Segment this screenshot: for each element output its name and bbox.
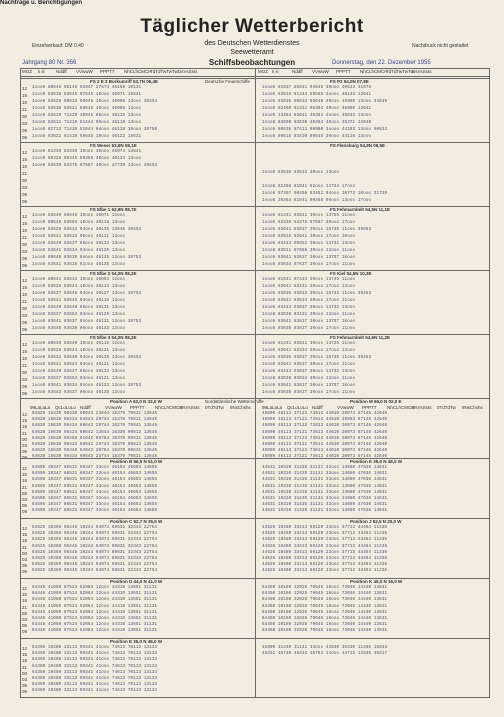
bottom-column-header-right: 0TdTdTw (437, 405, 456, 410)
bottom-column-header-right: QcLoLoLo (287, 405, 308, 410)
hour-label: 12 (22, 86, 28, 91)
hour-label: 03 (22, 557, 28, 562)
obs-row-right: 1ooo6 33464 83641 40364 4oooo 46033 13ooo (262, 114, 372, 118)
bottom-column-header-right: 8NsChshs (462, 405, 483, 410)
hour-label: 18 (22, 478, 28, 484)
hour-label: 06 (22, 503, 28, 509)
obs-row-right: 44526 10460 33413 66120 23ooo 37713 44464 11336 (262, 538, 388, 543)
section-station-left: FS 2 E 3 Borkumriff 53,7N 06,4E (90, 79, 159, 84)
obs-row-left: 64446 41060 87524 52064 12ooo 44310 13651 31131 (32, 623, 158, 628)
obs-row-right: 1ooo6 83636 83633 30ooo 15733 11ooo 39453 (262, 292, 372, 296)
obs-row-left: 64505 10347 86531 60347 33ooo 46154 46653 14655 (32, 478, 158, 483)
hour-label: 00 (22, 490, 28, 496)
obs-row-right: 64450 10160 32026 70645 16ooo 73046 14440 13631 (262, 629, 388, 634)
section-station-left: FS Elbe 1 53,9N 08,7E (90, 207, 137, 212)
obs-row-right: 45009 46113 37121 73613 44610 20073 67145 42640 (262, 443, 388, 447)
hour-label: 18 (22, 292, 28, 297)
section-position-left: Position D 44,0 N 41,0 W (110, 579, 163, 584)
obs-row-left: 1ooo6 80646 83639 04ooo 46135 13ooo 39753 (32, 256, 142, 260)
obs-row-left: 1ooo6 83643 83637 06ooo 46135 13ooo (32, 391, 126, 395)
hour-label: 09 (22, 629, 28, 635)
section-position-right: Nachträge u. Berichtigungen (0, 0, 83, 6)
obs-row-left: 64505 10347 86531 60347 33ooo 46154 46653 14655 (32, 503, 158, 508)
obs-row-left: 1ooo6 82713 71436 51044 04ooo 46118 10ooo 39750 (32, 128, 158, 132)
obs-row-right: 45009 46113 37123 73613 44610 20073 67145 42640 (262, 424, 388, 429)
obs-row-left: 64620 15630 96434 60643 23744 15370 70611 13645 (32, 455, 158, 460)
hour-label: 18 (22, 424, 28, 430)
obs-row-left: 64525 10369 96445 10244 64074 69631 32343 22754 (32, 532, 158, 537)
hour-label: 12 (22, 646, 28, 651)
obs-row-left: 64525 10369 96445 10244 64074 69631 32343 22754 (32, 550, 158, 555)
obs-row-left: 64446 41060 87524 52064 12ooo 44310 13651 31131 (32, 586, 158, 590)
report-section-title: Schiffsbeobachtungen (208, 58, 296, 67)
section-position-left: Position C 52,7 N 35,5 W (110, 519, 163, 524)
hour-label: 06 (22, 563, 28, 569)
obs-row-left: 64620 15630 96424 60642 13644 16330 90613 13645 (32, 430, 158, 435)
obs-row-right: 1ooo6 83635 83637 30ooo 17ooo 11ooo (262, 327, 356, 331)
hour-label: 21 (22, 235, 28, 240)
obs-row-right: 45009 46113 37121 73613 44610 20053 67145 42640 (262, 418, 388, 423)
hour-label: 15 (22, 221, 28, 226)
obs-row-left: 1ooo6 83637 83653 04ooo 46121 13ooo (32, 377, 126, 381)
obs-row-right: 1ooo6 36364 81641 90465 96ooo 13ooo 17ooo (262, 199, 372, 203)
obs-row-left: 1ooo6 83641 83644 94ooo 46121 13ooo (32, 363, 126, 367)
hour-label: 09 (22, 391, 28, 396)
hour-label: 06 (22, 384, 28, 389)
hour-label: 09 (22, 199, 28, 204)
hour-label: 12 (22, 526, 28, 531)
obs-row-right: 46609 31440 31141 33ooo 43640 36430 11446 16033 (262, 646, 388, 650)
obs-row-right: 45009 46113 37123 73613 44610 20073 67145 42640 (262, 436, 388, 441)
hour-label: 00 (22, 242, 28, 247)
hour-label: 06 (22, 623, 28, 629)
hour-label: 06 (22, 320, 28, 325)
column-header-right: Nddff (292, 69, 303, 74)
obs-row-left: 64620 15610 96434 64643 29744 15370 70611 13645 (32, 418, 158, 423)
obs-row-right: 64450 10160 32026 70645 16ooo 73046 14440 13631 (262, 586, 388, 590)
obs-row-right: 44531 10310 31435 31131 33ooo 14660 47636 14631 (262, 490, 388, 495)
column-header-right: Ii iii (272, 69, 279, 74)
obs-row-right: 1ooo6 81637 86641 94645 30ooo 40513 11675 (262, 86, 372, 90)
section-position-left: Position A 62,0 N 33,0 W (110, 399, 162, 404)
column-header-left: NhCLhCMCH (124, 69, 152, 74)
obs-row-left: 64505 10347 86531 60347 33ooo 46154 46653 14655 (32, 466, 158, 470)
obs-row-left: 1ooo6 83640 86645 10ooo 46071 13ooo (32, 214, 126, 218)
hour-label: 09 (22, 455, 28, 461)
hour-label: 12 (22, 214, 28, 219)
obs-row-left: 64525 10369 96445 10244 64074 69631 32343 22754 (32, 544, 158, 549)
hour-label: 21 (22, 107, 28, 112)
bottom-column-header-right: DsVsSsts (412, 405, 432, 410)
obs-row-left: 1ooo6 83641 83634 94ooo 46120 13ooo (32, 249, 126, 253)
column-header-right: PPPTT (336, 69, 351, 74)
obs-row-right: 1ooo6 80615 83430 80645 30ooo 44116 13ooo (262, 135, 372, 139)
obs-row-right: 1ooo6 80636 87411 00000 3oooo 44103 13ooo 60633 (262, 128, 388, 132)
hour-label: 00 (22, 370, 28, 375)
hour-label: 15 (22, 349, 28, 354)
column-header-right: MOZ (258, 69, 268, 74)
bottom-column-header-right: VVwwW (337, 405, 354, 410)
column-header-left: MOZ (22, 69, 32, 74)
hour-label: 18 (22, 228, 28, 233)
obs-row-left: 64505 10347 86531 60347 33ooo 46154 46653 14655 (32, 472, 158, 477)
section-station-left: FS Elbe 3 54,0N 08,2E (90, 335, 137, 340)
obs-row-left: 1ooo6 83611 71410 51444 06ooo 46118 13ooo (32, 121, 142, 125)
section-group-label: Nordatlantische Wetterschiffe (205, 399, 264, 404)
obs-row-left: 1ooo6 83640 83648 96ooo 46131 13ooo (32, 306, 126, 310)
obs-row-left: 64525 10369 96445 10244 64074 69631 32343 22754 (32, 557, 158, 561)
hour-label: 12 (22, 466, 28, 471)
obs-row-left: 1ooo6 83641 83616 61ooo 46135 13ooo (32, 263, 126, 267)
obs-row-right: 44531 10310 31435 31131 33ooo 14660 47636 14631 (262, 509, 388, 514)
hour-label: 12 (22, 278, 28, 283)
hour-label: 06 (22, 449, 28, 455)
obs-row-left: 64446 41060 87524 52064 12ooo 44310 13651 31131 (32, 617, 158, 621)
hour-label: 06 (22, 256, 28, 261)
section-position-left: Position E 35,0 N 48,0 W (110, 639, 163, 644)
obs-row-right: 1ooo6 83611 87656 30ooo 13ooo 11ooo (262, 249, 356, 253)
obs-row-right: 1ooo6 97397 90456 83451 94ooo 10773 10ooo 31739 (262, 192, 388, 196)
obs-row-right: 64450 10160 32026 70645 16ooo 73046 14440 13631 (262, 604, 388, 609)
obs-row-right: 44531 10310 31435 31131 33ooo 14660 47636 14631 (262, 484, 388, 489)
obs-row-left: 1ooo6 83641 83646 94ooo 46115 13ooo (32, 299, 126, 303)
obs-row-right: 44526 10460 33413 66120 23ooo 37713 44464 11336 (262, 563, 388, 568)
hour-label: 18 (22, 538, 28, 544)
hour-label: 21 (22, 299, 28, 304)
obs-row-right: 44531 10310 31435 31131 33ooo 14660 47636 14631 (262, 478, 388, 483)
hour-label: 00 (22, 114, 28, 119)
obs-row-left: 1ooo6 83630 83621 68645 10ooo 46088 13ooo (32, 107, 142, 111)
obs-row-right: 1ooo6 81641 87434 30ooo 13745 11ooo (262, 278, 356, 282)
obs-row-right: 1ooo6 83616 81344 60565 3oooo 46143 13641 (262, 93, 372, 97)
obs-row-right: 1ooo6 83641 83334 30ooo 17ooo 13ooo (262, 349, 356, 353)
bottom-column-header-left: QcLoLoLo (55, 405, 76, 410)
hour-label: 18 (22, 164, 28, 169)
obs-row-right: 64450 10160 32026 70645 16ooo 73046 14440 13631 (262, 623, 388, 628)
obs-row-left: 1ooo6 83637 83653 04ooo 46128 13ooo (32, 313, 126, 317)
column-header-right: TdTdTwTwTw (386, 69, 414, 74)
obs-row-left: 1ooo6 80646 83604 10ooo 40118 13ooo (32, 221, 126, 225)
bottom-column-header-left: Nddff (80, 405, 91, 410)
section-station-right: FS Kiel 54,5N 10,3E (330, 271, 372, 276)
obs-row-right: 1ooo6 61456 81641 92ooo 13734 17ooo (262, 185, 356, 189)
obs-row-right: 1ooo6 83615 83641 30ooo 17ooo 10ooo (262, 235, 356, 239)
hour-label: 09 (22, 327, 28, 332)
obs-row-left: 1ooo6 83641 83634 04ooo 46133 13ooo 39753 (32, 384, 142, 388)
hour-label: 18 (22, 100, 28, 105)
obs-row-left: 1ooo6 80326 85345 09356 30ooo 40134 13ooo (32, 157, 142, 161)
obs-row-right: 1ooo6 83641 83637 30ooo 17ooo 11ooo (262, 363, 356, 367)
obs-row-right: 1ooo6 83641 83637 30ooo 13757 10ooo (262, 320, 356, 324)
price-note: Einzelverkauf: DM 0.40 (32, 43, 84, 49)
obs-row-right: 1ooo6 83634 87637 30ooo 17ooo 11ooo (262, 263, 356, 267)
obs-row-left: 1ooo6 83639 83375 97567 30ooo 47739 13ooo 39453 (32, 164, 158, 168)
obs-row-right: 46332 46740 46433 46764 14ooo 44713 13346 36317 (262, 652, 388, 657)
hour-label: 06 (22, 192, 28, 197)
hour-label: 09 (22, 135, 28, 140)
obs-row-left: 1ooo6 83635 83645 97645 10ooo 46071 15641 (32, 93, 142, 97)
section-station-left: FS Weser 53,9N 08,1E (90, 143, 137, 148)
obs-row-left: 1ooo6 81436 83335 10ooo 30ooo 46074 13641 (32, 150, 142, 154)
hour-label: 21 (22, 363, 28, 368)
center-divider (255, 68, 256, 398)
obs-row-right: 1ooo6 83621 83634 30ooo 17ooo 11ooo (262, 299, 356, 303)
obs-row-right: 1ooo6 83641 83637 30ooo 15735 11ooo 39653 (262, 228, 372, 232)
obs-row-left: 1ooo6 80636 83640 10ooo 46115 13ooo (32, 342, 126, 346)
obs-row-right: 1ooo6 83635 83637 30ooo 17ooo 11ooo (262, 391, 356, 395)
obs-row-left: 1ooo6 83632 83640 94ooo 46136 13ooo 39453 (32, 356, 142, 360)
section-group-label: Deutsche Feuerschiffe (205, 79, 250, 84)
obs-row-left: 64350 10480 33113 99341 41ooo 74613 70113 13133 (32, 652, 158, 657)
obs-row-left: 1ooo6 83646 83639 06ooo 46143 13ooo (32, 327, 126, 331)
obs-row-right: 45009 46113 37123 73613 44610 20073 67145 42640 (262, 412, 388, 416)
obs-row-left: 1ooo6 83641 83633 96ooo 46111 13ooo (32, 235, 126, 239)
obs-row-right: 64450 10160 32026 70645 16ooo 73046 14440 13631 (262, 617, 388, 621)
obs-row-left: 1ooo6 80641 83634 10ooo 46093 13ooo (32, 278, 126, 282)
hour-label: 15 (22, 592, 28, 598)
hour-label: 03 (22, 249, 28, 254)
section-position-right: Position M 66,0 N 02,0 E (350, 399, 402, 404)
obs-row-left: 1ooo6 83626 80633 60645 10ooo 46098 13ooo 39354 (32, 100, 158, 104)
hour-label: 06 (22, 128, 28, 133)
obs-row-left: 1ooo6 83641 83637 04ooo 46131 13ooo 39753 (32, 320, 142, 324)
hour-label: 00 (22, 306, 28, 311)
obs-row-left: 64620 15630 96432 60642 29744 16370 90613 13645 (32, 443, 158, 447)
section-position-right: Position E 35,0 N 48,0 W (350, 459, 403, 464)
obs-row-left: 64446 41060 87524 52064 12ooo 44310 13651 31131 (32, 604, 158, 609)
obs-row-right: 1ooo6 83336 83375 97567 30ooo 17ooo (262, 221, 356, 225)
obs-row-left: 64446 41060 87524 52064 12ooo 44310 13651 31131 (32, 598, 158, 603)
obs-row-right: 1ooo6 82450 81311 96364 40ooo 46050 13641 (262, 107, 372, 111)
hour-label: 21 (22, 484, 28, 490)
report-title: Täglicher Wetterbericht (140, 16, 364, 37)
obs-row-right: 1ooo6 81441 83641 30ooo 13735 11ooo (262, 342, 356, 346)
obs-row-left: 64350 10480 33113 99341 41ooo 74613 70113 13133 (32, 664, 158, 669)
hour-label: 15 (22, 93, 28, 98)
obs-row-left: 1ooo6 83626 83644 10ooo 46121 13ooo (32, 349, 126, 353)
hour-label: 15 (22, 285, 28, 290)
hour-label: 03 (22, 617, 28, 622)
obs-row-left: 64505 10347 86531 60347 33ooo 46154 46653 14655 (32, 497, 158, 501)
hour-label: 15 (22, 652, 28, 658)
hour-label: 18 (22, 356, 28, 361)
hour-label: 21 (22, 430, 28, 436)
report-subtitle-2: Seewetteramt (230, 49, 274, 56)
hour-label: 15 (22, 532, 28, 538)
obs-row-right: 44526 10460 33413 66120 23ooo 37713 44464 11336 (262, 532, 388, 537)
bottom-column-header-left: NhCLhCMCH (155, 405, 183, 410)
obs-row-right: 1ooo6 83635 80633 68640 40ooo 46960 13ooo 34639 (262, 100, 388, 104)
obs-row-right: 44526 10460 33413 66120 23ooo 37713 44464 11336 (262, 544, 388, 549)
obs-row-left: 64446 41060 87524 52064 12ooo 44310 13651 31131 (32, 629, 158, 634)
section-station-left: FS Elbe 2 54,0N 08,2E (90, 271, 137, 276)
column-header-left: TdTdTwTwTw (150, 69, 178, 74)
hour-label: 00 (22, 610, 28, 616)
hour-label: 03 (22, 313, 28, 318)
hour-label: 15 (22, 157, 28, 162)
column-header-right: VVwwW (312, 69, 329, 74)
obs-row-right: 1ooo6 83413 83637 30ooo 13732 13ooo (262, 306, 356, 310)
obs-row-left: 64525 10369 96445 10244 64074 69631 32343 22754 (32, 538, 158, 543)
section-station-right: FS Flensburg 54,8N 09,5E (330, 143, 386, 148)
obs-row-left: 64350 10480 33113 99341 41ooo 74613 70113 13133 (32, 646, 158, 650)
hour-label: 09 (22, 509, 28, 515)
obs-row-right: 64450 10160 32026 70645 16ooo 73046 14440 13631 (262, 610, 388, 615)
hour-label: 03 (22, 443, 28, 448)
column-header-right: DsVsSsts (412, 69, 432, 74)
obs-row-right: 45009 46113 37121 73613 44610 20073 67145 42640 (262, 455, 388, 460)
hour-label: 09 (22, 689, 28, 695)
section-position-right: Position K 45,0 N 16,0 W (350, 579, 403, 584)
copyright-note: Nachdruck nicht gestattet (412, 43, 469, 49)
hour-label: 21 (22, 544, 28, 550)
obs-row-left: 1ooo6 83637 83646 94ooo 46127 13ooo 39753 (32, 292, 142, 296)
hour-label: 21 (22, 664, 28, 670)
column-header-left: PPPTT (100, 69, 115, 74)
bottom-column-header-left: 99LaLaLa (30, 405, 51, 410)
obs-row-left: 64620 15630 96434 60643 29744 16270 70641 13645 (32, 424, 158, 429)
obs-row-right: 45009 46113 37121 73613 44610 20073 67145 42640 (262, 430, 388, 435)
obs-row-left: 64350 10480 33113 99341 41ooo 74613 70113 13133 (32, 658, 158, 663)
report-date: Donnerstag, den 22. Dezember 1955 (332, 60, 431, 66)
hour-label: 21 (22, 171, 28, 176)
obs-row-left: 64350 10480 33113 99341 41ooo 74613 70113 13133 (32, 670, 158, 675)
bottom-column-header-left: VVwwW (105, 405, 122, 410)
obs-row-left: 64525 10369 96445 10244 64074 69631 32343 22754 (32, 563, 158, 568)
obs-row-right: 1ooo6 81441 83641 30ooo 13755 11ooo (262, 214, 356, 218)
obs-row-left: 64446 41060 87524 52064 12ooo 44310 13651 31131 (32, 592, 158, 597)
obs-row-right: 64450 10160 32026 70645 16ooo 73046 14440 13631 (262, 592, 388, 597)
obs-row-left: 64525 10369 96445 10244 64074 69631 32343 22754 (32, 569, 158, 574)
obs-row-right: 1ooo6 83413 83637 30ooo 13732 13ooo (262, 370, 356, 374)
hour-label: 12 (22, 412, 28, 417)
obs-row-right: 1ooo6 83641 83637 30ooo 13757 10ooo (262, 384, 356, 388)
obs-row-left: 1ooo6 83640 83637 96ooo 46133 13ooo (32, 242, 126, 246)
hour-label: 12 (22, 150, 28, 155)
obs-row-left: 64350 10480 33113 99341 41ooo 74613 70113 13133 (32, 677, 158, 681)
obs-row-right: 1ooo6 83641 83431 30ooo 17ooo 13ooo (262, 285, 356, 289)
obs-row-right: 44526 10460 33413 66120 23ooo 37713 44464 11336 (262, 569, 388, 574)
obs-row-right: 1ooo6 83636 83634 30ooo 13ooo 11ooo (262, 377, 356, 381)
hour-label: 09 (22, 569, 28, 575)
hour-label: 15 (22, 472, 28, 478)
obs-row-left: 64505 10347 86531 60347 33ooo 46154 46653 14655 (32, 484, 158, 489)
bottom-column-header-right: PPPTT (362, 405, 377, 410)
issue-number: Jahrgang 80 Nr. 356 (22, 60, 77, 66)
obs-row-right: 44526 10460 33413 66120 23ooo 37713 44464 11336 (262, 550, 388, 555)
obs-row-left: 64525 10369 96445 10244 64074 69631 32343 22754 (32, 526, 158, 530)
section-position-left: Position B 56,5 N 51,0 W (110, 459, 163, 464)
bottom-column-header-left: 8NsChshs (230, 405, 251, 410)
hour-label: 03 (22, 185, 28, 190)
column-header-left: Ii iii (38, 69, 45, 74)
bottom-column-header-right: Nddff (312, 405, 323, 410)
obs-row-right: 1ooo6 83536 83633 30ooo 13ooo (262, 171, 340, 175)
obs-row-left: 64505 10347 86531 60347 33ooo 46154 46653 14655 (32, 509, 158, 514)
obs-row-left: 1ooo6 83626 83644 10ooo 46113 13ooo (32, 285, 126, 289)
obs-row-right: 44531 10310 31435 31131 33ooo 14660 47636 14631 (262, 503, 388, 508)
hour-label: 03 (22, 677, 28, 682)
section-station-right: FS P2 54,0N 07,8E (330, 79, 369, 84)
obs-row-right: 44526 10460 33413 66120 23ooo 37713 44464 11336 (262, 557, 388, 561)
hour-label: 06 (22, 683, 28, 689)
obs-row-right: 44531 10310 31435 31131 33ooo 14660 47636 14631 (262, 497, 388, 501)
obs-row-left: 1ooo6 83626 83634 94ooo 40135 13645 39453 (32, 228, 142, 232)
obs-row-right: 1ooo6 83413 80652 30ooo 13731 13ooo (262, 242, 356, 246)
bottom-column-header-right: NhCLhCMCH (387, 405, 415, 410)
hour-label: 12 (22, 586, 28, 591)
bottom-center-divider (255, 398, 256, 698)
column-header-right: NhCLhCMCH (360, 69, 388, 74)
bottom-column-header-left: DsVsSsts (180, 405, 200, 410)
obs-row-left: 64620 16330 96430 60643 23644 15370 70611 13645 (32, 412, 158, 416)
hour-label: 12 (22, 342, 28, 347)
column-header-left: DsVsSsts (178, 69, 198, 74)
obs-row-right: 44531 10310 31435 31131 33ooo 14660 47636 14631 (262, 472, 388, 477)
report-subtitle: des Deutschen Wetterdienstes (204, 40, 300, 47)
obs-row-left: 1ooo6 83619 71420 40945 06ooo 46115 13ooo (32, 114, 142, 118)
obs-row-right: 44526 10460 33413 66120 23ooo 37713 44464 11336 (262, 526, 388, 530)
hour-label: 00 (22, 550, 28, 556)
obs-row-right: 1ooo6 83636 83431 30ooo 13ooo 11ooo (262, 313, 356, 317)
hour-label: 00 (22, 670, 28, 676)
hour-label: 21 (22, 604, 28, 610)
hour-label: 00 (22, 178, 28, 183)
bottom-column-header-left: PPPTT (130, 405, 145, 410)
bottom-column-header-right: 99LaLaLa (262, 405, 283, 410)
hour-label: 03 (22, 377, 28, 382)
hour-label: 18 (22, 658, 28, 664)
obs-row-right: 1ooo6 83636 83637 30ooo 15735 11ooo 39453 (262, 356, 372, 360)
hour-label: 15 (22, 418, 28, 424)
obs-row-left: 1ooo6 83640 83647 96ooo 46133 13ooo (32, 370, 126, 374)
hour-label: 18 (22, 598, 28, 604)
column-header-left: Nddff (56, 69, 67, 74)
obs-row-right: 44531 10310 31435 31131 33ooo 14660 47636 14631 (262, 466, 388, 470)
bottom-column-header-left: 0TdTdTw (205, 405, 224, 410)
section-position-right: Position J 52,5 N 20,0 W (350, 519, 402, 524)
obs-row-left: 64620 15630 96340 64642 29764 16370 90641 13646 (32, 449, 158, 454)
obs-row-left: 64446 41060 87524 52064 12ooo 44310 13651 31131 (32, 610, 158, 615)
hour-label: 03 (22, 121, 28, 126)
hour-label: 00 (22, 436, 28, 442)
column-header-left: VVwwW (76, 69, 93, 74)
hour-label: 09 (22, 263, 28, 268)
obs-row-left: 64505 10347 86531 60347 33ooo 46154 46653 14655 (32, 490, 158, 495)
obs-row-left: 64620 15630 96456 61642 06764 16370 90611 13645 (32, 436, 158, 441)
obs-row-right: 1ooo6 83600 83630 40364 40ooo 46371 13640 (262, 121, 372, 125)
obs-row-left: 1ooo6 83622 81410 50645 10ooo 46122 15631 (32, 135, 142, 139)
hour-label: 03 (22, 497, 28, 502)
section-station-right: FS Fehmarnbelt 54,6N 11,2E (330, 335, 391, 340)
obs-row-right: 45009 46113 37123 73613 44610 20073 67145 42640 (262, 449, 388, 454)
obs-row-right: 1ooo6 83641 83637 30ooo 13757 10ooo (262, 256, 356, 260)
section-station-right: FS Fehmarnbelt 54,5N 11,1E (330, 207, 391, 212)
obs-row-left: 64350 10480 33113 99341 41ooo 74613 70113 13133 (32, 683, 158, 688)
obs-row-left: 64350 10480 33113 99341 41ooo 74613 70113 13133 (32, 689, 158, 694)
obs-row-right: 64450 10160 32026 70645 16ooo 73046 14440 13631 (262, 598, 388, 603)
obs-row-left: 1ooo6 80646 96145 93947 27674 46168 10131 (32, 86, 142, 90)
